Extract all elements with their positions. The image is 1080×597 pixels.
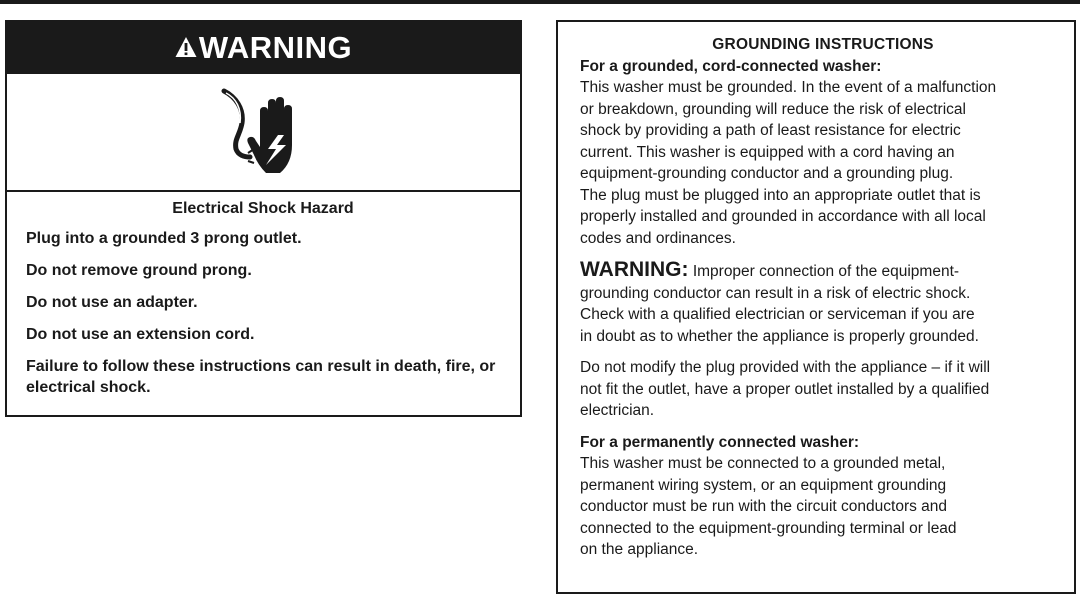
warning-label: WARNING:	[580, 258, 689, 281]
body-line: Do not modify the plug provided with the appliance – if it will	[580, 359, 991, 376]
body-line: current. This washer is equipped with a cord having an	[580, 143, 955, 161]
warning-line: Do not use an adapter.	[26, 294, 198, 311]
electrical-shock-hand-icon	[214, 83, 314, 181]
body-line: shock by providing a path of least resistance for electric	[580, 122, 961, 139]
body-line: This washer must be grounded. In the event of a malfunction	[580, 79, 997, 96]
warning-body	[7, 192, 520, 398]
warning-header-text: WARNING	[198, 30, 353, 65]
warning-line: Do not use an extension cord.	[26, 326, 255, 343]
warning-icon-area	[7, 74, 520, 192]
warning-line: Plug into a grounded 3 prong outlet.	[26, 230, 302, 247]
body-line: equipment-grounding conductor and a grounding plug.	[580, 165, 954, 182]
warning-header	[7, 22, 520, 74]
grounding-title: GROUNDING INSTRUCTIONS	[712, 36, 934, 53]
hazard-title: Electrical Shock Hazard	[172, 200, 354, 217]
body-line: connected to the equipment-grounding terminal or lead	[580, 519, 957, 537]
body-line: grounding conductor can result in a risk of electric shock.	[580, 284, 971, 302]
warning-triangle-icon	[175, 36, 197, 58]
body-line: codes and ordinances.	[580, 229, 736, 247]
body-line: not fit the outlet, have a proper outlet installed by a qualified	[580, 380, 990, 398]
body-line: electrician.	[580, 402, 655, 419]
grounding-instructions-box	[556, 20, 1076, 594]
body-line: or breakdown, grounding will reduce the risk of electrical	[580, 100, 966, 118]
body-line: conductor must be run with the circuit conductors and	[580, 498, 948, 515]
body-line: This washer must be connected to a grounded metal,	[580, 455, 946, 472]
body-line: in doubt as to whether the appliance is properly grounded.	[580, 327, 979, 345]
body-line: properly installed and grounded in accordance with all local	[580, 208, 986, 225]
cord-connected-heading: For a grounded, cord-connected washer:	[580, 57, 882, 75]
warning-paragraph-first-line	[580, 259, 1066, 283]
body-line: The plug must be plugged into an appropriate outlet that is	[580, 186, 981, 204]
permanent-heading: For a permanently connected washer:	[580, 433, 860, 451]
body-line: permanent wiring system, or an equipment grounding	[580, 476, 947, 494]
body-line: on the appliance.	[580, 541, 699, 558]
top-rule	[0, 0, 1080, 4]
warning-box	[5, 20, 522, 417]
body-line: Check with a qualified electrician or serviceman if you are	[580, 306, 975, 323]
warning-line: Do not remove ground prong.	[26, 262, 252, 279]
body-line: Improper connection of the equipment-	[692, 263, 960, 280]
warning-line: Failure to follow these instructions can result in death, fire, or electrical shock.	[26, 358, 496, 396]
